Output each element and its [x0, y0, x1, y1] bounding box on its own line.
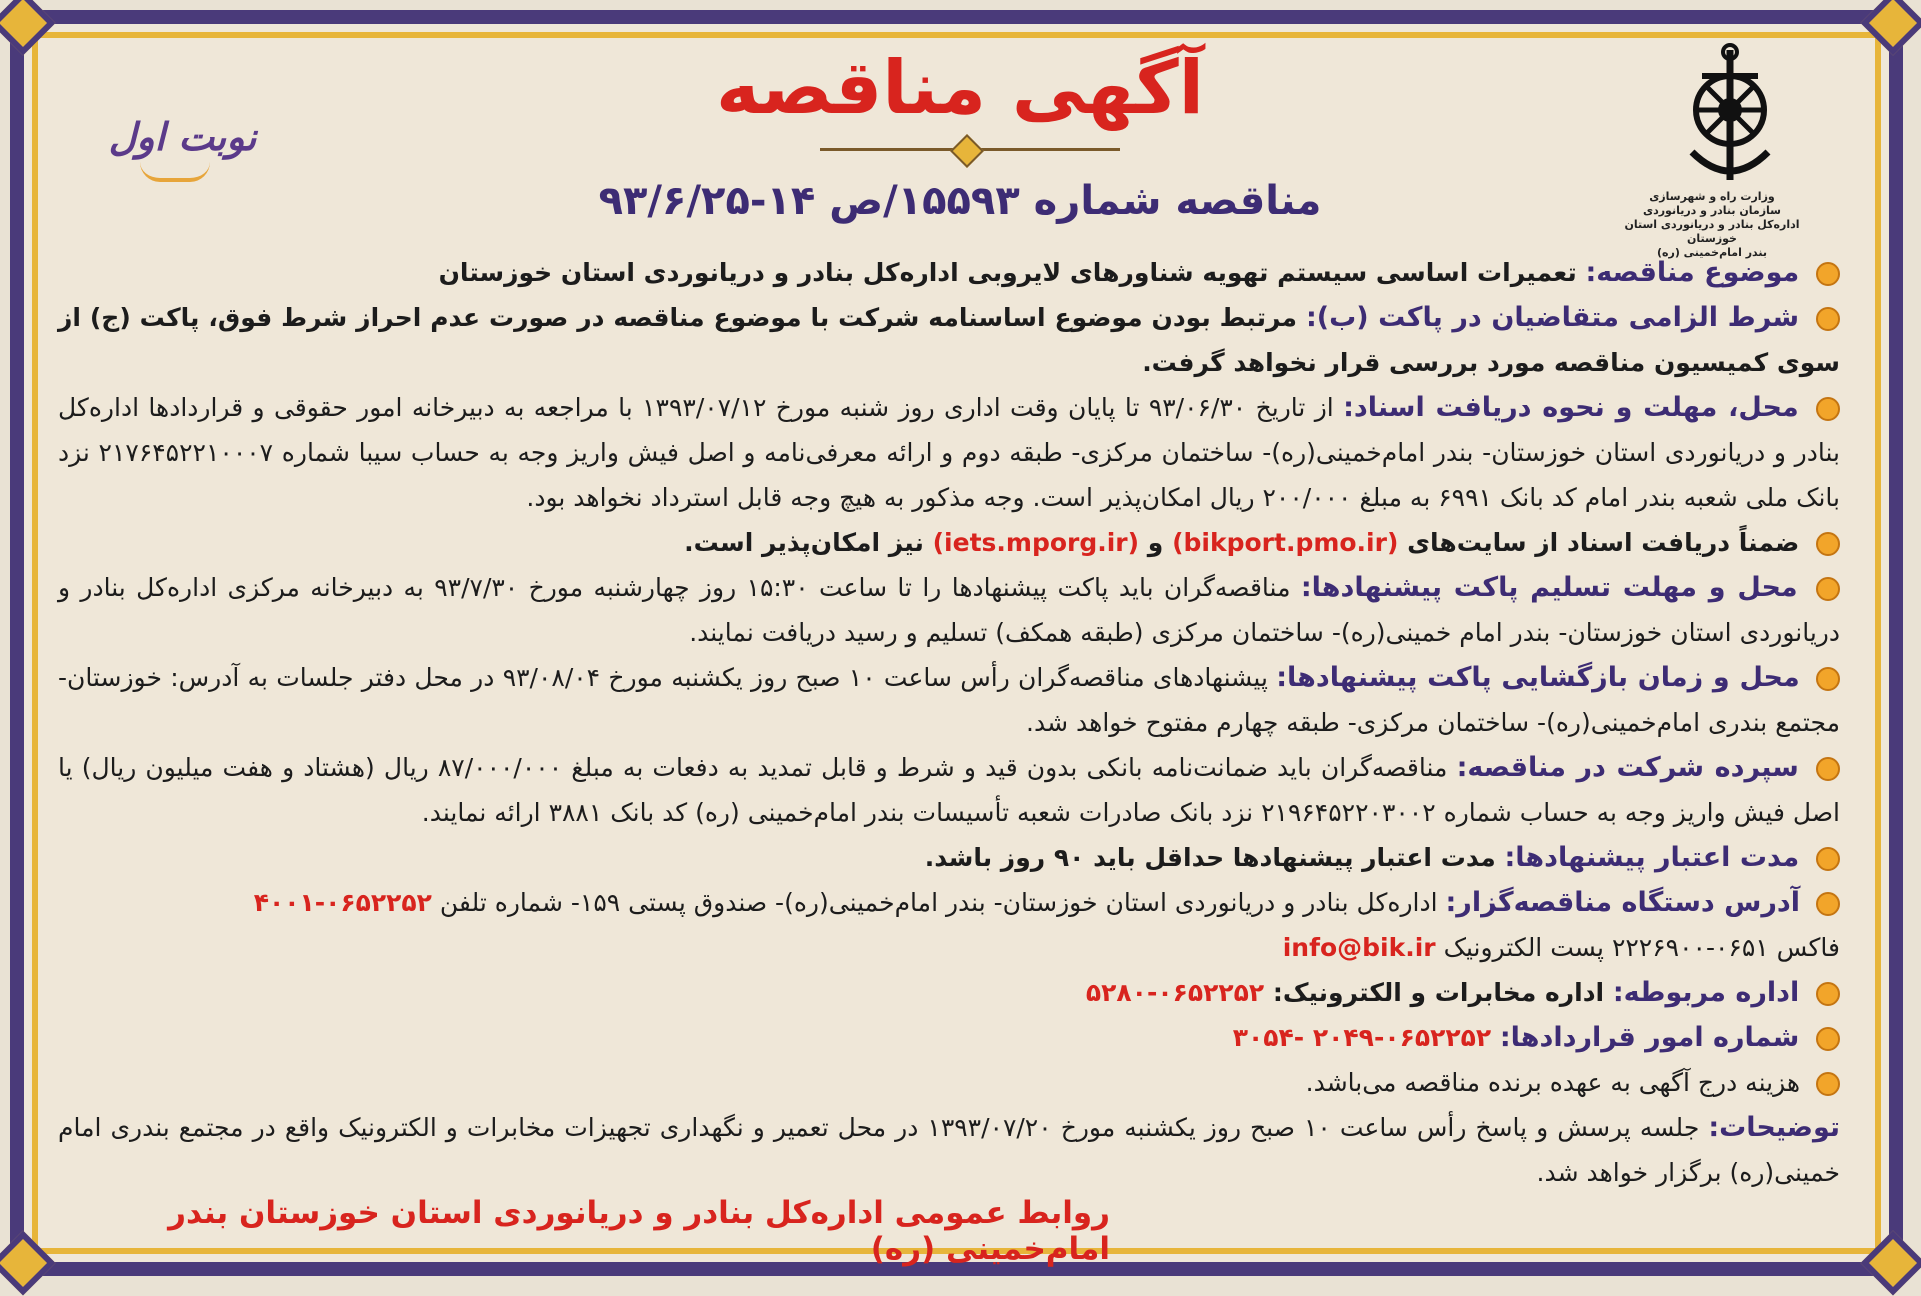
- bullet-dot-icon: [1816, 397, 1840, 421]
- validity-label: مدت اعتبار پیشنهادها:: [1504, 842, 1800, 873]
- deposit-label: سپرده شرکت در مناقصه:: [1456, 752, 1799, 783]
- email-link[interactable]: info@bik.ir: [1282, 933, 1436, 962]
- deposit-paragraph: [58, 745, 1840, 835]
- condition-paragraph: [58, 295, 1840, 385]
- dept-label: اداره مربوطه:: [1612, 977, 1800, 1008]
- site-link-bikport[interactable]: (bikport.pmo.ir): [1172, 528, 1399, 557]
- subject-label: موضوع مناقصه:: [1585, 257, 1800, 288]
- bullet-dot-icon: [1816, 757, 1840, 781]
- delivery-paragraph: [58, 565, 1840, 655]
- docs-paragraph: [58, 385, 1840, 520]
- site-link-iets[interactable]: (iets.mporg.ir): [932, 528, 1140, 557]
- address-paragraph: [58, 880, 1840, 970]
- notice-title: آگهی مناقصه: [716, 45, 1204, 131]
- org-line: اداره‌کل بنادر و دریانوردی استان خوزستان: [1624, 218, 1800, 245]
- notes-paragraph: [58, 1105, 1840, 1195]
- org-line: بندر امام‌خمینی (ره): [1656, 246, 1768, 259]
- org-line: سازمان بنادر و دریانوردی: [1643, 204, 1781, 217]
- bullet-dot-icon: [1816, 892, 1840, 916]
- notice-body: [58, 250, 1840, 1195]
- sites-text-1: ضمناً دریافت اسناد از سایت‌های: [1407, 528, 1800, 557]
- dept-paragraph: [58, 970, 1840, 1015]
- subject-paragraph: [58, 250, 1840, 295]
- docs-label: محل، مهلت و نحوه دریافت اسناد:: [1343, 392, 1799, 423]
- org-line: وزارت راه و شهرسازی: [1649, 190, 1775, 203]
- bullet-dot-icon: [1816, 1072, 1840, 1096]
- sites-and: و: [1147, 528, 1164, 557]
- bullet-dot-icon: [1816, 532, 1840, 556]
- bullet-dot-icon: [1816, 667, 1840, 691]
- bullet-dot-icon: [1816, 307, 1840, 331]
- opening-text: پیشنهادهای مناقصه‌گران رأس ساعت ۱۰ صبح روز یکشنبه مورخ ۹۳/۰۸/۰۴ در محل دفتر جلسات به آدرس: خوزستان- مجتمع بندری امام‌خمینی(ره)- ساختمان مرکزی- طبقه چهارم مفتوح خواهد شد.: [58, 663, 1840, 737]
- notes-label: توضیحات:: [1708, 1112, 1841, 1143]
- address-label: آدرس دستگاه مناقصه‌گزار:: [1445, 887, 1801, 918]
- delivery-label: محل و مهلت تسلیم پاکت پیشنهادها:: [1300, 572, 1798, 603]
- dept-phone: ۰۶۵۲۲۵۲-۵۲۸۰: [1085, 978, 1265, 1007]
- validity-text: مدت اعتبار پیشنهادها حداقل باید ۹۰ روز باشد.: [924, 843, 1496, 872]
- fee-text: هزینه درج آگهی به عهده برنده مناقصه می‌باشد.: [1305, 1068, 1801, 1097]
- opening-label: محل و زمان بازگشایی پاکت پیشنهادها:: [1276, 662, 1800, 693]
- condition-text: مرتبط بودن موضوع اساسنامه شرکت با موضوع مناقصه در صورت عدم احراز شرط فوق، پاکت (ج) از سوی کمیسیون مناقصه مورد بررسی قرار نخواهد گرفت.: [58, 303, 1840, 377]
- condition-label: شرط الزامی متقاضیان در پاکت (ب):: [1305, 302, 1800, 333]
- contracts-label: شماره امور قراردادها:: [1499, 1022, 1800, 1053]
- opening-paragraph: [58, 655, 1840, 745]
- validity-paragraph: [58, 835, 1840, 880]
- delivery-text: مناقصه‌گران باید پاکت پیشنهادها را تا ساعت ۱۵:۳۰ روز چهارشنبه مورخ ۹۳/۷/۳۰ به دبیرخانه مرکزی اداره‌کل بنادر و دریانوردی استان خوزستان- بندر امام خمینی(ره)- ساختمان مرکزی (طبقه همکف) تسلیم و رسید دریافت نمایند.: [58, 573, 1840, 647]
- anchor-wheel-emblem-icon: [1680, 40, 1780, 190]
- first-run-badge: نوبت اول: [108, 115, 257, 159]
- bullet-dot-icon: [1816, 577, 1840, 601]
- public-relations-signature: روابط عمومی اداره‌کل بنادر و دریانوردی استان خوزستان بندر امام‌خمینی (ره): [168, 1195, 1110, 1267]
- bullet-dot-icon: [1816, 847, 1840, 871]
- deposit-text: مناقصه‌گران باید ضمانت‌نامه بانکی بدون قید و شرط و قابل تمدید به دفعات به مبلغ ۸۷/۰۰۰/۰۰۰ ریال (هشتاد و هفت میلیون ریال) یا اصل فیش واریز وجه به حساب شماره ۲۱۹۶۴۵۲۲۰۳۰۰۲ نزد بانک صادرات شعبه تأسیسات بندر امام‌خمینی (ره) کد بانک ۳۸۸۱ ارائه نمایند.: [58, 753, 1840, 827]
- notes-text: جلسه پرسش و پاسخ رأس ساعت ۱۰ صبح روز یکشنبه مورخ ۱۳۹۳/۰۷/۲۰ در محل تعمیر و نگهداری تجهیزات مخابرات و الکترونیک واقع در مجتمع بندری امام خمینی(ره) برگزار خواهد شد.: [58, 1113, 1840, 1187]
- subject-text: تعمیرات اساسی سیستم تهویه شناورهای لایروبی اداره‌کل بنادر و دریانوردی استان خوزستان: [438, 258, 1577, 287]
- bullet-dot-icon: [1816, 262, 1840, 286]
- address-text: اداره‌کل بنادر و دریانوردی استان خوزستان- بندر امام‌خمینی(ره)- صندوق پستی ۱۵۹- شماره تلفن: [439, 888, 1438, 917]
- badge-swirl-icon: [140, 162, 210, 182]
- bullet-dot-icon: [1816, 1027, 1840, 1051]
- fax-text: فاکس ۰۶۵۱-۲۲۲۶۹۰۰ پست الکترونیک: [1443, 933, 1840, 962]
- dept-text: اداره مخابرات و الکترونیک:: [1272, 978, 1605, 1007]
- sites-paragraph: [58, 520, 1840, 565]
- docs-text: از تاریخ ۹۳/۰۶/۳۰ تا پایان وقت اداری روز شنبه مورخ ۱۳۹۳/۰۷/۱۲ با مراجعه به دبیرخانه امور حقوقی و قراردادها اداره‌کل بنادر و دریانوردی استان خوزستان- بندر امام‌خمینی(ره)- ساختمان مرکزی- طبقه دوم و ارائه معرفی‌نامه و اصل فیش واریز وجه به حساب سیبا شماره ۲۱۷۶۴۵۲۲۱۰۰۰۷ نزد بانک ملی شعبه بندر امام کد بانک ۶۹۹۱ به مبلغ ۲۰۰/۰۰۰ ریال امکان‌پذیر است. وجه مذکور به هیچ وجه قابل استرداد نخواهد بود.: [58, 393, 1840, 512]
- tender-number: مناقصه شماره ۱۵۵۹۳/ص ۱۴-۹۳/۶/۲۵: [598, 178, 1322, 224]
- contracts-phone: ۰۶۵۲۲۵۲-۲۰۴۹ -۳۰۵۴: [1232, 1023, 1492, 1052]
- bullet-dot-icon: [1816, 982, 1840, 1006]
- contracts-paragraph: [58, 1015, 1840, 1060]
- fee-paragraph: [58, 1060, 1840, 1105]
- address-phone: ۰۶۵۲۲۵۲-۴۰۰۱: [253, 888, 432, 917]
- sites-text-2: نیز امکان‌پذیر است.: [684, 528, 924, 557]
